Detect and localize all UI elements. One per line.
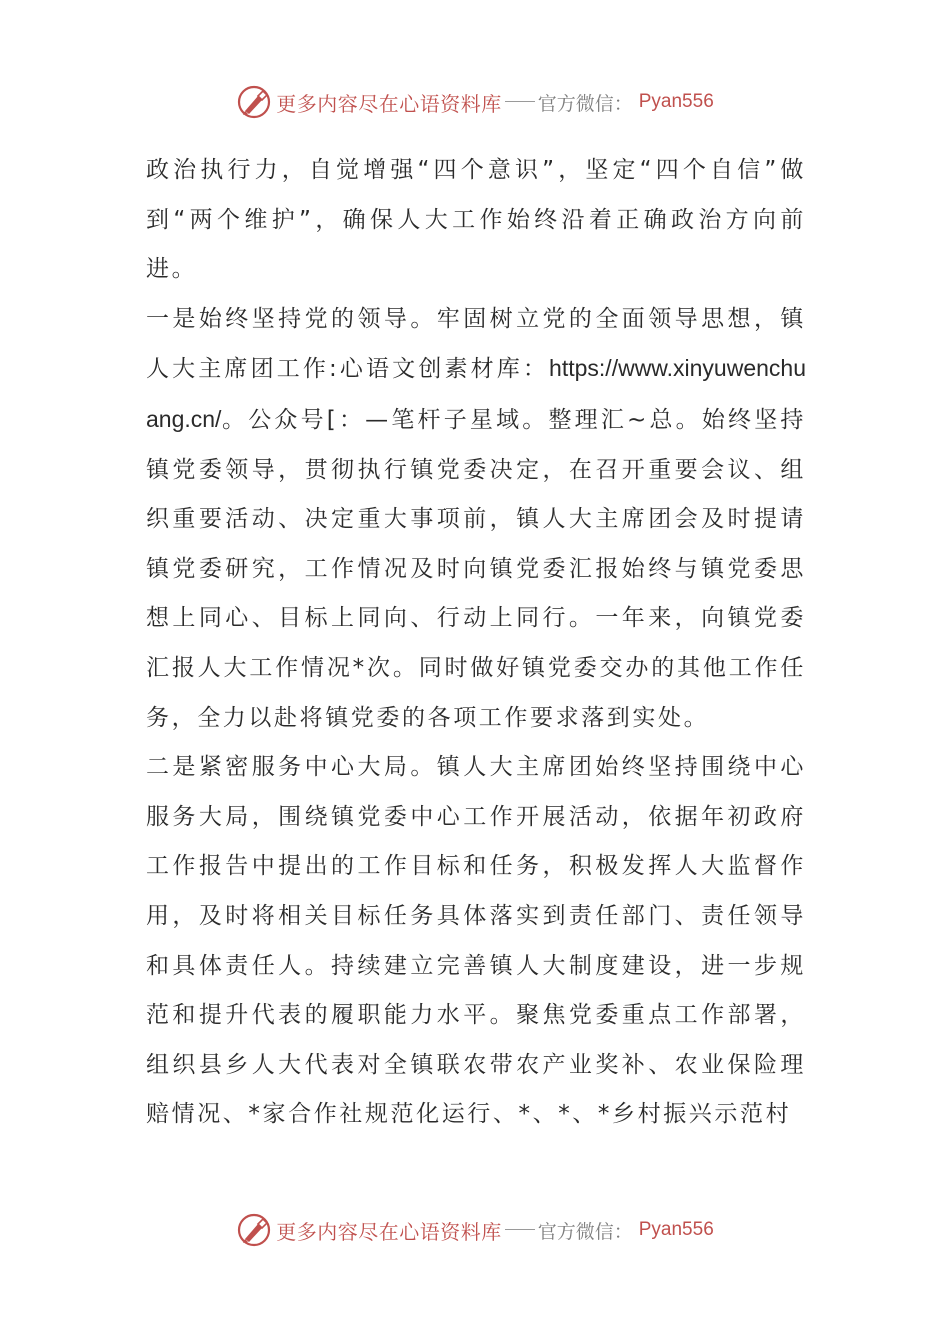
paragraph-party-leadership bbox=[146, 295, 806, 743]
wechat-label: 官方微信： bbox=[537, 92, 633, 115]
wechat-label: 官方微信： bbox=[537, 1220, 633, 1243]
brand-text: 更多内容尽在心语资料库 bbox=[276, 1219, 502, 1244]
footer-banner bbox=[0, 1210, 950, 1250]
divider-dash bbox=[505, 1229, 535, 1230]
pen-nib-logo-icon bbox=[236, 84, 272, 120]
header-banner bbox=[0, 82, 950, 122]
wechat-id: Pyan556 bbox=[638, 1219, 714, 1240]
pen-nib-logo-icon bbox=[236, 1212, 272, 1248]
brand-text: 更多内容尽在心语资料库 bbox=[276, 91, 502, 116]
paragraph-political-direction: 政治执行力，自觉增强“四个意识”，坚定“四个自信”做到“两个维护”，确保人大工作始终沿着正确政治方向前进。 bbox=[146, 157, 806, 283]
paragraph-serve-center: 二是紧密服务中心大局。镇人大主席团始终坚持围绕中心服务大局，围绕镇党委中心工作开展活动，依据年初政府工作报告中提出的工作目标和任务，积极发挥人大监督作用，及时将相关目标任务具体落实到责任部门、责任领导和具体责任人。持续建立完善镇人大制度建设，进一步规范和提升代表的履职能力水平。聚焦党委重点工作部署，组织县乡人大代表对全镇联农带农产业奖补、农业保险理赔情况、*家合作社规范化运行、*、*、*乡村振兴示范村 bbox=[146, 754, 806, 1128]
document-body bbox=[146, 146, 806, 1140]
wechat-id: Pyan556 bbox=[638, 91, 714, 112]
divider-dash bbox=[505, 101, 535, 102]
paragraph-text-after-url: 。公众号[：—笔杆子星域。整理汇~总。始终坚持镇党委领导，贯彻执行镇党委决定，在召开重要会议、组织重要活动、决定重大事项前，镇人大主席团会及时提请镇党委研究，工作情况及时向镇党委汇报始终与镇党委思想上同心、目标上同向、行动上同行。一年来，向镇党委汇报人大工作情况*次。同时做好镇党委交办的其他工作任务，全力以赴将镇党委的各项工作要求落到实处。 bbox=[146, 406, 806, 731]
website-url: https://www.xinyuwenchuang.cn/ bbox=[146, 355, 806, 432]
paragraph-text-before-url: 一是始终坚持党的领导。牢固树立党的全面领导思想，镇人大主席团工作:心语文创素材库： bbox=[146, 305, 806, 383]
